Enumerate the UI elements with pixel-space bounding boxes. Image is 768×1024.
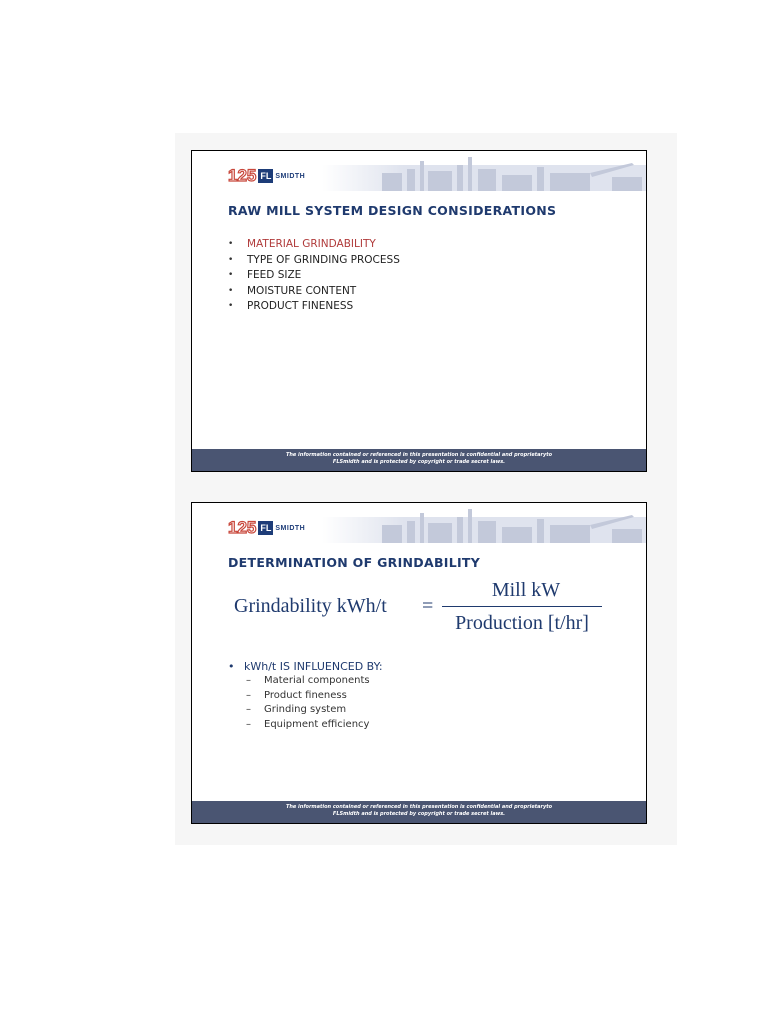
- logo-number: 125: [228, 518, 257, 537]
- slide-title: DETERMINATION OF GRINDABILITY: [228, 555, 481, 570]
- formula-numerator: Mill kW: [491, 579, 561, 601]
- logo-smidth: SMIDTH: [275, 524, 306, 532]
- list-item: – Equipment efficiency: [244, 718, 383, 733]
- influence-sublist: [244, 674, 383, 732]
- footer-line-2: FLSmidth and is protected by copyright or trade secret laws.: [332, 459, 506, 465]
- considerations-list: [228, 237, 400, 315]
- slide-2: [191, 502, 647, 824]
- list-item: – Product fineness: [244, 689, 383, 704]
- slide-header: [192, 503, 646, 543]
- formula-equals: =: [422, 595, 434, 617]
- grindability-formula: [234, 579, 614, 639]
- list-item: [228, 660, 383, 732]
- fls-logo: [228, 520, 305, 536]
- slide-1: [191, 150, 647, 472]
- footer-line-1: The information contained or referenced in this presentation is confidential and proprietaryto: [285, 804, 553, 810]
- formula-denominator: Production [t/hr]: [455, 612, 589, 634]
- influence-list: [228, 660, 383, 732]
- slide-header: [192, 151, 646, 191]
- list-item: • TYPE OF GRINDING PROCESS: [228, 253, 400, 269]
- logo-number: 125: [228, 166, 257, 185]
- confidentiality-footer: [192, 801, 646, 823]
- industrial-skyline-banner: [322, 151, 647, 191]
- list-item: • PRODUCT FINENESS: [228, 299, 400, 315]
- footer-line-2: FLSmidth and is protected by copyright or trade secret laws.: [332, 811, 506, 817]
- logo-smidth: SMIDTH: [275, 172, 306, 180]
- industrial-skyline-banner: [322, 503, 647, 543]
- slide-title: RAW MILL SYSTEM DESIGN CONSIDERATIONS: [228, 203, 557, 218]
- list-item: • MOISTURE CONTENT: [228, 284, 400, 300]
- list-item: – Grinding system: [244, 703, 383, 718]
- list-item: • FEED SIZE: [228, 268, 400, 284]
- influence-heading: kWh/t IS INFLUENCED BY:: [244, 660, 383, 673]
- fls-logo: [228, 168, 305, 184]
- footer-line-1: The information contained or referenced in this presentation is confidential and proprietaryto: [285, 452, 553, 458]
- logo-fl: FL: [260, 171, 272, 181]
- list-item: – Material components: [244, 674, 383, 689]
- formula-lhs: Grindability kWh/t: [234, 595, 387, 617]
- fraction-bar: [442, 606, 602, 607]
- logo-fl: FL: [260, 523, 272, 533]
- confidentiality-footer: [192, 449, 646, 471]
- list-item: • MATERIAL GRINDABILITY: [228, 237, 400, 253]
